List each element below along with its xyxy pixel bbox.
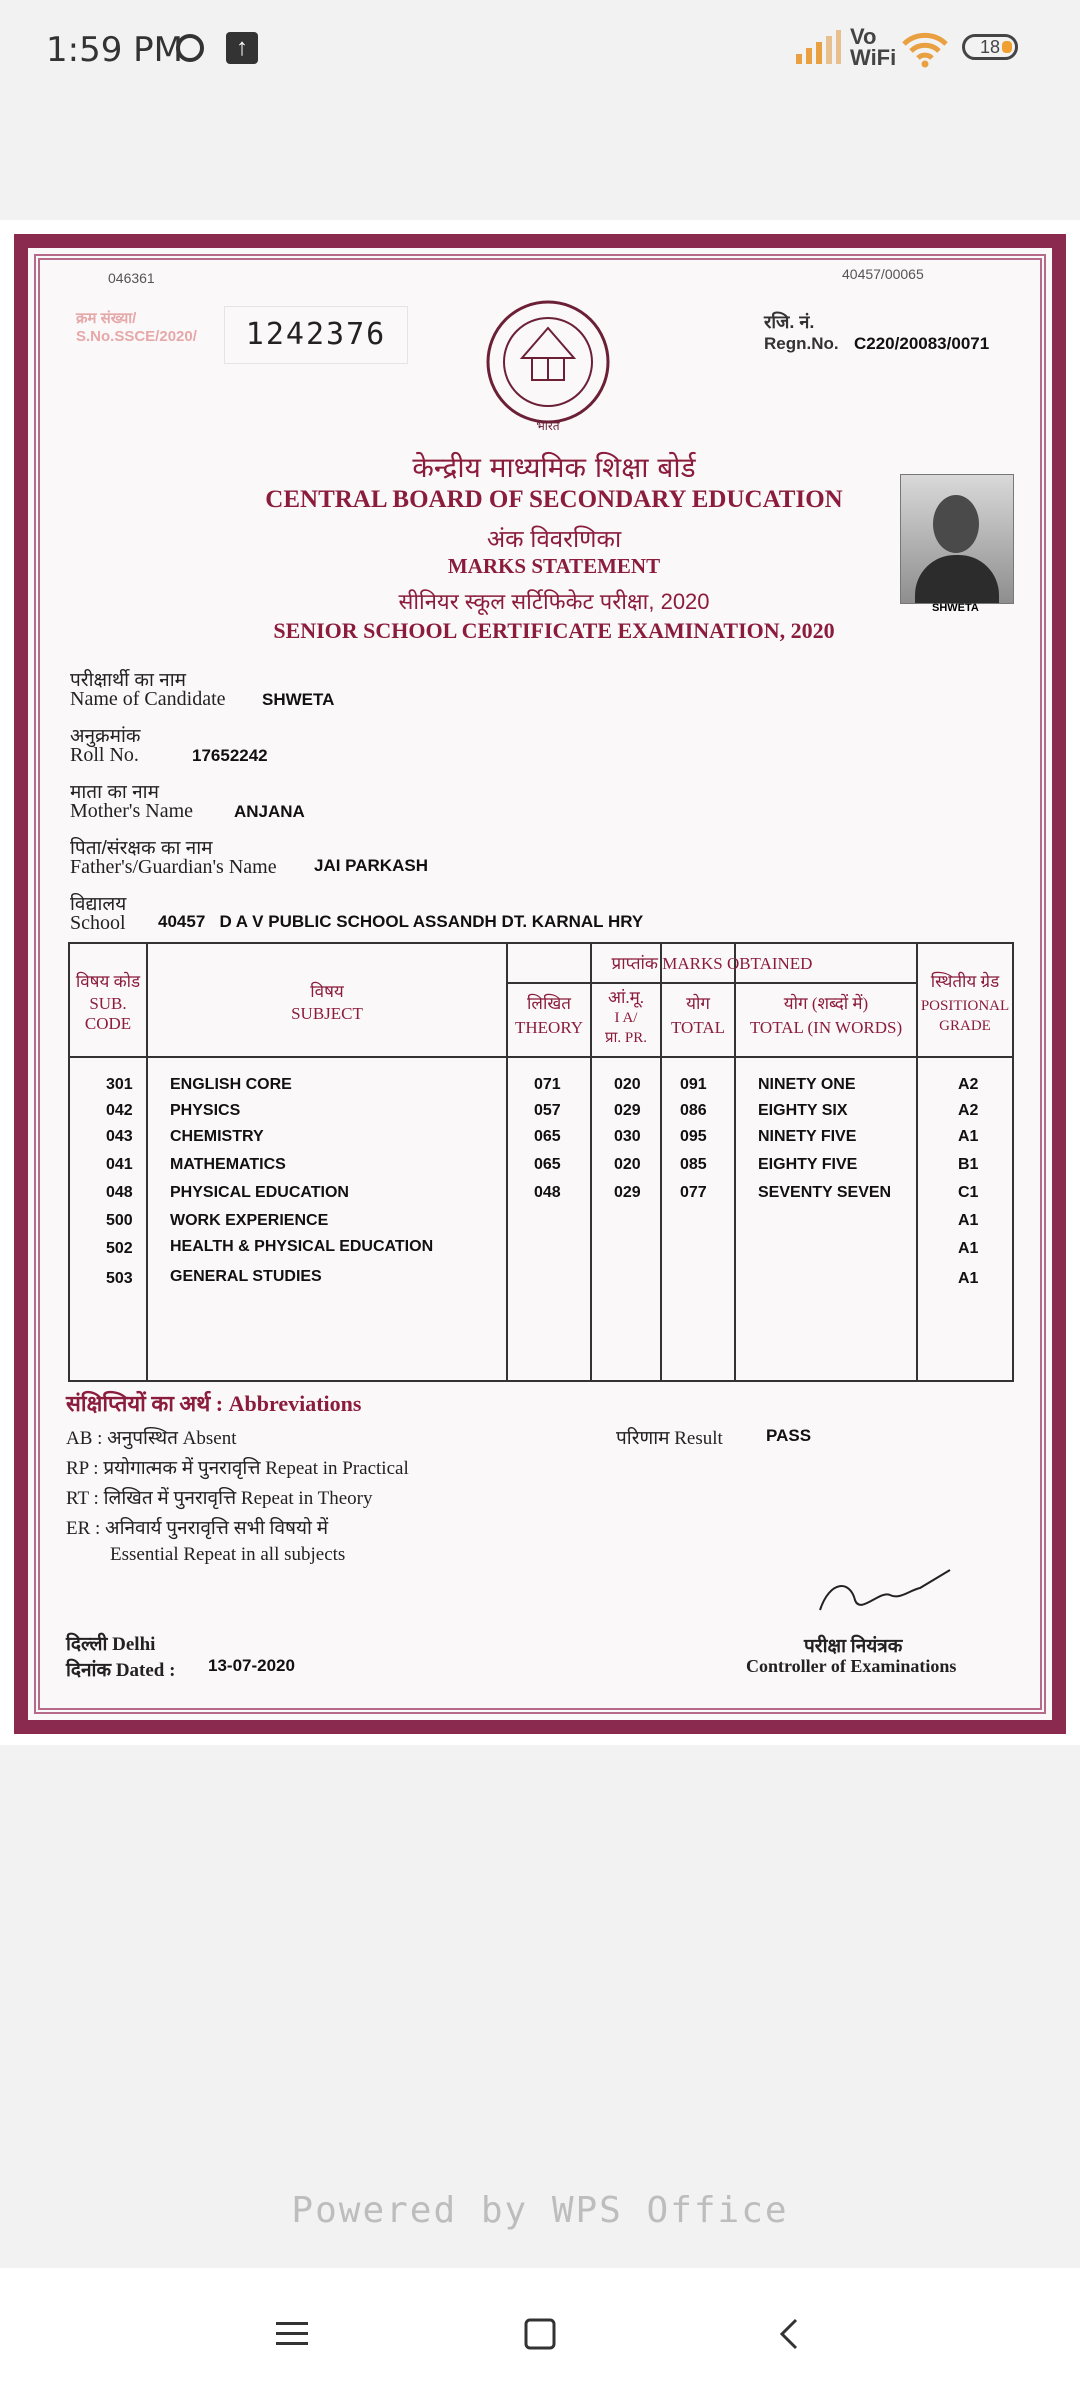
name-value: SHWETA [262,690,335,709]
hdr-theory-hi: लिखित [527,994,571,1013]
row-total: 085 [680,1156,707,1173]
hdr-marks-obtained: प्राप्तांक MARKS OBTAINED [611,954,813,973]
exam-english: SENIOR SCHOOL CERTIFICATE EXAMINATION, 2020 [273,618,835,643]
mother-value: ANJANA [234,802,305,821]
wifi-icon [900,30,950,70]
father-label-en: Father's/Guardian's Name [70,856,277,878]
hdr-ia-en: I A/ प्रा. PR. [604,1010,648,1046]
row-theory: 057 [534,1102,561,1119]
row-code: 503 [106,1270,133,1287]
mother-label-en: Mother's Name [70,800,194,822]
hdr-ia-hi: आं.मू. [607,988,645,1007]
abbr-rp: RP : प्रयोगात्मक में पुनरावृत्ति Repeat in Practical [66,1458,409,1479]
mother-label-hi: माता का नाम [70,782,159,803]
record-icon [176,34,204,62]
row-code: 043 [106,1128,133,1145]
row-code: 502 [106,1240,133,1257]
photo-caption: SHWETA [932,602,979,614]
result-label: परिणाम Result [616,1428,723,1449]
result-value: PASS [766,1426,812,1445]
row-words: NINETY FIVE [758,1128,857,1145]
hdr-grade-en: POSITIONAL GRADE [920,998,1010,1034]
abbreviations-title: संक्षिप्तियों का अर्थ : Abbreviations [66,1391,362,1416]
signal-icon [794,30,842,66]
board-name-hindi: केन्द्रीय माध्यमिक शिक्षा बोर्ड [412,451,696,484]
hdr-grade-hi: स्थितीय ग्रेड [930,972,1000,991]
row-grade: A2 [958,1076,979,1093]
school-label-hi: विद्यालय [70,894,127,915]
row-words: EIGHTY FIVE [758,1156,858,1173]
serial-top-left: 046361 [108,270,155,286]
row-words: EIGHTY SIX [758,1102,848,1119]
row-subject: CHEMISTRY [170,1128,264,1145]
vowifi-label: Vo WiFi [850,24,897,70]
row-grade: A1 [958,1240,979,1257]
controller-en: Controller of Examinations [746,1656,957,1676]
hdr-subject-en: SUBJECT [291,1004,363,1023]
row-ia: 029 [614,1184,641,1201]
hdr-words-en: TOTAL (IN WORDS) [749,1018,903,1037]
row-ia: 020 [614,1076,641,1093]
hdr-words-hi: योग (शब्दों में) [783,994,869,1013]
exam-hindi: सीनियर स्कूल सर्टिफिकेट परीक्षा, 2020 [398,589,710,614]
roll-value: 17652242 [192,746,268,765]
row-theory: 065 [534,1128,561,1145]
sr-no-value: 1242376 [224,306,408,364]
hdr-code-en: SUB. CODE [84,994,132,1033]
abbr-er-en: Essential Repeat in all subjects [110,1544,346,1565]
dated-value: 13-07-2020 [208,1656,295,1675]
row-words: SEVENTY SEVEN [758,1184,892,1201]
row-grade: C1 [958,1184,979,1201]
roll-label-en: Roll No. [70,744,139,766]
row-theory: 065 [534,1156,561,1173]
row-ia: 030 [614,1128,641,1145]
row-total: 077 [680,1184,707,1201]
row-subject: GENERAL STUDIES [170,1268,322,1285]
row-total: 091 [680,1076,707,1093]
row-words: NINETY ONE [758,1076,856,1093]
logo-caption: भारत [536,419,560,433]
row-theory: 071 [534,1076,561,1093]
row-code: 048 [106,1184,133,1201]
regn-label-en: Regn.No. [764,334,839,353]
regn-value: C220/20083/0071 [854,334,990,353]
row-code: 042 [106,1102,133,1119]
home-icon[interactable] [520,2316,560,2352]
row-theory: 048 [534,1184,561,1201]
controller-hi: परीक्षा नियंत्रक [804,1636,903,1657]
menu-icon[interactable] [272,2316,312,2352]
battery-icon: 18 [962,34,1018,60]
father-label-hi: पिता/संरक्षक का नाम [70,838,213,859]
school-label-en: School [70,912,126,934]
row-subject: PHYSICS [170,1102,241,1119]
name-label-en: Name of Candidate [70,688,226,710]
row-total: 095 [680,1128,707,1145]
row-subject: WORK EXPERIENCE [170,1212,329,1229]
row-code: 500 [106,1212,133,1229]
row-grade: A1 [958,1128,979,1145]
hdr-subject-hi: विषय [310,982,344,1001]
row-grade: B1 [958,1156,979,1173]
row-grade: A1 [958,1270,979,1287]
sr-no-label: क्रम संख्या/ S.No.SSCE/2020/ [76,310,197,345]
place: दिल्ली Delhi [66,1634,156,1655]
hdr-code-hi: विषय कोड [75,972,141,991]
row-grade: A1 [958,1212,979,1229]
upload-icon: ↑ [226,32,258,64]
abbr-er: ER : अनिवार्य पुनरावृत्ति सभी विषयो में [66,1518,329,1539]
dated-label: दिनांक Dated : [66,1660,176,1681]
back-icon[interactable] [770,2316,810,2352]
row-subject: MATHEMATICS [170,1156,286,1173]
status-time: 1:59 PM [46,30,183,70]
row-ia: 020 [614,1156,641,1173]
wps-watermark: Powered by WPS Office [291,2190,789,2231]
hdr-total-hi: योग [686,994,710,1013]
father-value: JAI PARKASH [314,856,428,875]
candidate-photo [900,474,1014,604]
name-label-hi: परीक्षार्थी का नाम [70,670,186,691]
regn-label-hi: रजि. नं. [764,312,815,332]
document-page[interactable] [0,220,1080,1745]
school-value: 40457 D A V PUBLIC SCHOOL ASSANDH DT. KARNAL HRY [158,912,644,931]
row-total: 086 [680,1102,707,1119]
row-ia: 029 [614,1102,641,1119]
board-name-english: CENTRAL BOARD OF SECONDARY EDUCATION [265,486,843,513]
status-bar [0,0,1080,100]
hdr-theory-en: THEORY [515,1018,583,1037]
row-grade: A2 [958,1102,979,1119]
row-subject: HEALTH & PHYSICAL EDUCATION [170,1238,434,1255]
row-subject: PHYSICAL EDUCATION [170,1184,349,1201]
row-code: 041 [106,1156,133,1173]
roll-label-hi: अनुक्रमांक [70,726,141,747]
hdr-total-en: TOTAL [670,1018,726,1037]
statement-hindi: अंक विवरणिका [486,526,622,553]
controller-signature [810,1560,960,1630]
navigation-bar [0,2268,1080,2400]
row-subject: ENGLISH CORE [170,1076,292,1093]
marks-table [68,942,1014,1382]
row-code: 301 [106,1076,133,1093]
serial-top-right: 40457/00065 [842,266,924,282]
abbr-rt: RT : लिखित में पुनरावृत्ति Repeat in Theory [66,1488,373,1509]
cbse-logo [480,298,616,434]
abbr-ab: AB : अनुपस्थित Absent [66,1428,237,1449]
statement-english: MARKS STATEMENT [447,554,661,578]
